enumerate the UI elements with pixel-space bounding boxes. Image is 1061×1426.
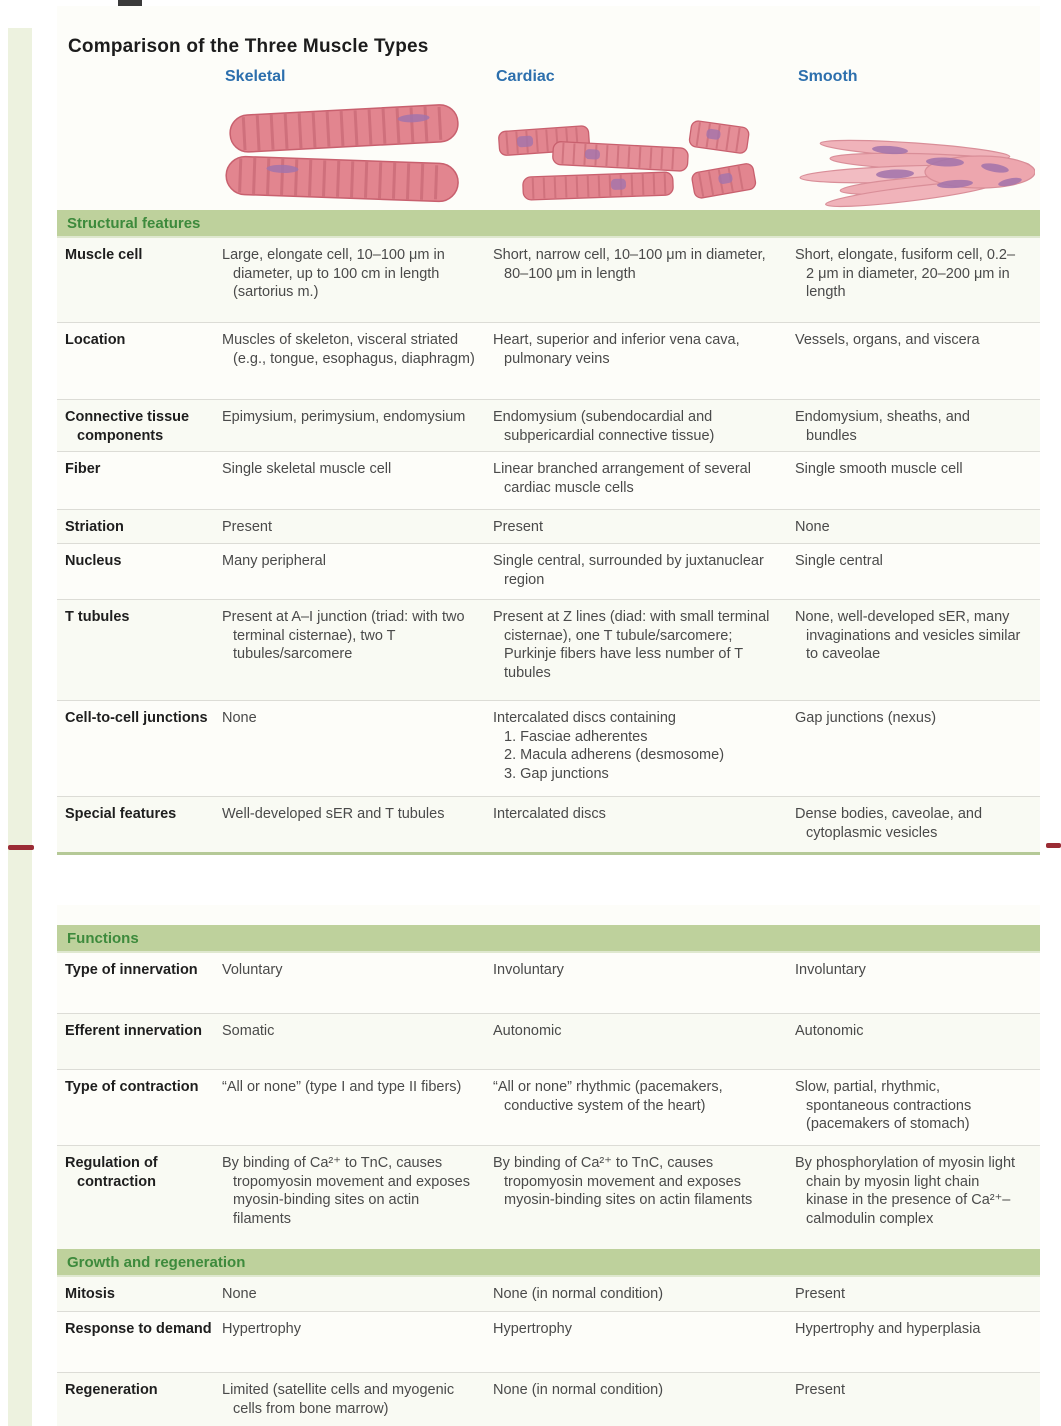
table-row-muscle-cell [57,238,1040,323]
skeletal-value: Present [222,519,272,536]
cardiac-value: Hypertrophy [493,1321,572,1337]
smooth-value: Present [795,1286,845,1302]
skeletal-value: Epimysium, perimysium, endomysium [222,409,466,425]
cardiac-muscle-illustration [493,88,795,210]
skeletal-value: Muscles of skeleton, visceral striated (e.g., tongue, esophagus, diaphragm) [222,332,475,367]
cardiac-value: Present [493,519,543,536]
skeletal-value: Limited (satellite cells and myogenic cells from bone marrow) [222,1382,455,1417]
table-row-special-features [57,797,1040,852]
table-row-fiber [57,452,1040,510]
cardiac-value: Linear branched arrangement of several cardiac muscle cells [493,461,751,496]
cardiac-value: None (in normal condition) [493,1286,664,1302]
skeletal-value: Many peripheral [222,553,326,570]
row-label: Location [65,332,126,348]
row-label: Regulation of contraction [65,1155,158,1190]
cardiac-value: Short, narrow cell, 10–100 μm in diameter, 80–100 μm in length [493,247,766,282]
cardiac-value: None (in normal condition) [493,1382,664,1398]
smooth-value: None, well-developed sER, many invaginations and vesicles similar to caveolae [795,609,1021,663]
row-label: Nucleus [65,553,122,570]
smooth-value: Hypertrophy and hyperplasia [795,1321,981,1337]
page-margin-strip [8,28,32,1426]
column-header-smooth: Smooth [798,68,858,85]
cardiac-value: Heart, superior and inferior vena cava, pulmonary veins [493,332,740,367]
table-row-striation [57,510,1040,544]
row-label: Connective tissue components [65,409,190,444]
table-row-nucleus [57,544,1040,600]
skeletal-value: None [222,1286,257,1302]
smooth-value: Dense bodies, caveolae, and cytoplasmic vesicles [795,806,983,841]
cardiac-value: By binding of Ca²⁺ to TnC, causes tropomyosin movement and exposes myosin-binding sites on actin filaments [493,1155,753,1209]
table-row-response-to-demand [57,1312,1040,1373]
smooth-value: Single central [795,553,883,570]
page-title: Comparison of the Three Muscle Types [68,36,429,57]
table-row-mitosis [57,1277,1040,1312]
row-label: Muscle cell [65,247,143,263]
smooth-value: Gap junctions (nexus) [795,710,937,727]
smooth-value: By phosphorylation of myosin light chain by myosin light chain kinase in the presence of Ca²⁺–calmodulin complex [795,1155,1016,1227]
smooth-value: None [795,519,830,536]
smooth-value: Involuntary [795,962,866,978]
table-row-cell-to-cell-junctions [57,701,1040,797]
row-label: Regeneration [65,1382,158,1398]
skeletal-value: Voluntary [222,962,283,978]
skeletal-value: “All or none” (type I and type II fibers) [222,1079,462,1095]
row-label: Fiber [65,461,101,478]
smooth-muscle-illustration [795,88,1040,210]
cardiac-value: Involuntary [493,962,564,978]
cardiac-value: Autonomic [493,1023,562,1039]
cardiac-value: Single central, surrounded by juxtanuclear region [493,553,764,588]
column-header-spacer [57,64,222,88]
skeletal-value: Hypertrophy [222,1321,301,1337]
red-dash-left [8,845,34,850]
row-label: Efferent innervation [65,1023,202,1039]
cardiac-value: “All or none” rhythmic (pacemakers, conductive system of the heart) [493,1079,723,1114]
table-row-location [57,323,1040,400]
column-header-cardiac: Cardiac [496,68,555,85]
smooth-muscle-icon [795,132,1035,210]
table-row-efferent-innervation [57,1014,1040,1070]
skeletal-value: Somatic [222,1023,275,1039]
skeletal-value: Single skeletal muscle cell [222,461,392,478]
cardiac-muscle-icon [493,110,763,210]
table-row-regeneration [57,1373,1040,1426]
skeletal-value: Present at A–I junction (triad: with two terminal cisternae), two T tubules/sarcomere [222,609,465,663]
row-label: Special features [65,806,177,823]
smooth-value: Autonomic [795,1023,864,1039]
table-row-connective-tissue [57,400,1040,452]
smooth-value: Present [795,1382,845,1398]
red-dash-right [1046,843,1061,848]
skeletal-muscle-icon [222,98,472,210]
comparison-table-upper [57,6,1040,855]
smooth-value: Slow, partial, rhythmic, spontaneous contractions (pacemakers of stomach) [795,1079,972,1133]
skeletal-value: Well-developed sER and T tubules [222,806,445,823]
column-header-row [57,64,1040,88]
comparison-table-lower [57,905,1040,1420]
skeletal-muscle-illustration [222,88,493,210]
cardiac-value: Intercalated discs containing 1. Fasciae adherentes 2. Macula adherens (desmosome) 3. Gap junctions [493,710,725,782]
table-row-t-tubules [57,600,1040,701]
row-label: Mitosis [65,1286,115,1302]
section-header-growth-and-regeneration: Growth and regeneration [57,1249,1040,1277]
cardiac-value: Endomysium (subendocardial and subpericardial connective tissue) [493,409,715,444]
row-label: Response to demand [65,1321,212,1337]
row-label: Type of contraction [65,1079,199,1095]
smooth-value: Vessels, organs, and viscera [795,332,980,348]
table-row-type-of-innervation [57,953,1040,1014]
cardiac-value: Intercalated discs [493,806,606,823]
smooth-value: Short, elongate, fusiform cell, 0.2–2 μm in diameter, 20–200 μm in length [795,247,1016,301]
row-label: Type of innervation [65,962,198,978]
row-label: T tubules [65,609,130,626]
table-row-regulation-of-contraction [57,1146,1040,1249]
column-header-skeletal: Skeletal [225,68,286,85]
smooth-value: Single smooth muscle cell [795,461,963,478]
table-row-type-of-contraction [57,1070,1040,1146]
smooth-value: Endomysium, sheaths, and bundles [795,409,970,444]
cardiac-value: Present at Z lines (diad: with small terminal cisternae), one T tubule/sarcomere; Purkinje fibers have less number of T tubules [493,609,770,681]
skeletal-value: None [222,710,257,727]
section-header-structural-features: Structural features [57,210,1040,238]
row-label: Striation [65,519,124,536]
section-header-functions: Functions [57,925,1040,953]
skeletal-value: Large, elongate cell, 10–100 μm in diameter, up to 100 cm in length (sartorius m.) [222,247,445,301]
illustration-row [57,88,1040,210]
skeletal-value: By binding of Ca²⁺ to TnC, causes tropomyosin movement and exposes myosin-binding sites on actin filaments [222,1155,470,1227]
row-label: Cell-to-cell junctions [65,710,208,727]
